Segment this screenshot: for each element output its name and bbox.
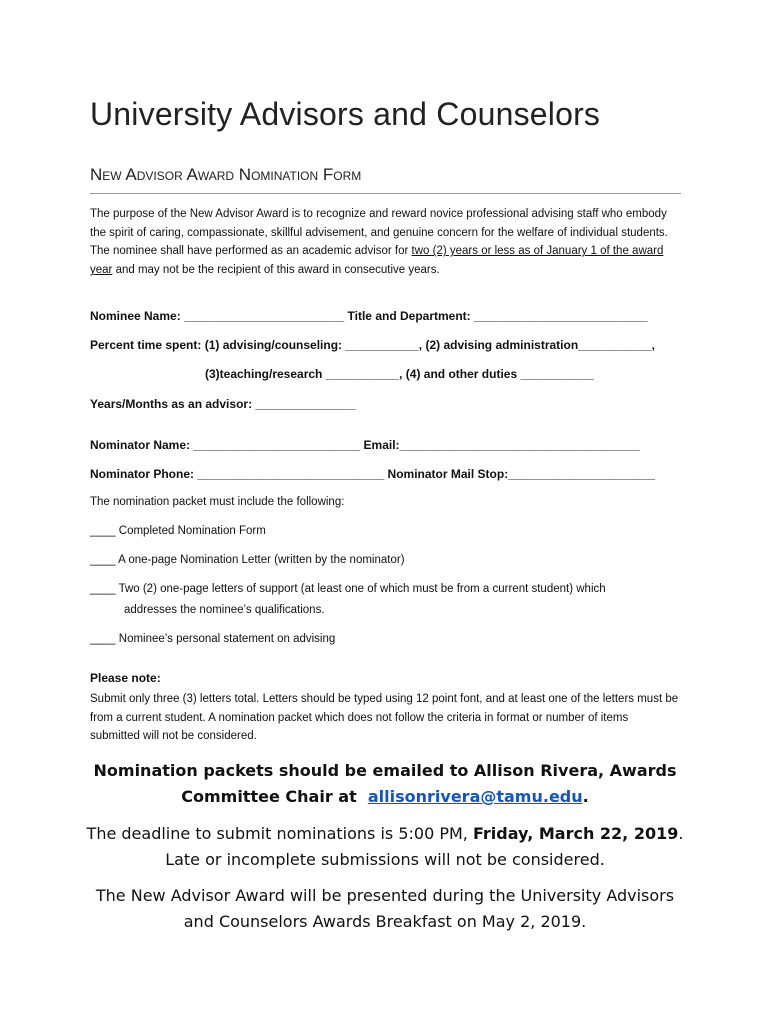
page-title: University Advisors and Counselors xyxy=(90,96,601,132)
percent-time-field-2[interactable]: (3)teaching/research ___________, (4) and other duties ___________ xyxy=(205,367,594,381)
years-months-field[interactable]: Years/Months as an advisor: _______________ xyxy=(90,397,356,411)
purpose-text-start: The purpose of the New Advisor Award is to recognize and reward novice professional advising staff who embody the spirit of caring, compassionate, skillful advisement, and genuine concern for the welfare of individual students. The nominee shall have performed as an academic advisor for xyxy=(90,208,668,258)
percent-time-field-1[interactable]: Percent time spent: (1) advising/counseling: ___________, (2) advising administration___________, xyxy=(90,338,655,352)
award-presentation-statement: The New Advisor Award will be presented during the University Advisors and Counselors Awards Breakfast on May 2, 2019. xyxy=(95,886,675,931)
packet-item-support-continued: addresses the nominee’s qualifications. xyxy=(124,604,325,616)
title-divider xyxy=(90,193,681,194)
packet-item-letter[interactable]: ____ A one-page Nomination Letter (written by the nominator) xyxy=(90,554,405,566)
submission-line-2: Committee Chair at xyxy=(181,787,357,806)
please-note-label: Please note: xyxy=(90,671,161,685)
please-note-text: Submit only three (3) letters total. Letters should be typed using 12 point font, and at least one of the letters must be from a current student. A nomination packet which does not follow the criteria in format or number of items submitted will not be considered. xyxy=(90,693,679,743)
packet-intro: The nomination packet must include the following: xyxy=(90,496,345,508)
purpose-text-end: and may not be the recipient of this award in consecutive years. xyxy=(112,264,440,277)
packet-item-statement[interactable]: ____ Nominee’s personal statement on advising xyxy=(90,633,336,645)
nominator-name-email-field[interactable]: Nominator Name: _________________________ Email:____________________________________ xyxy=(90,438,640,452)
purpose-eligibility-underlined: two (2) years or less as of January 1 of the award year xyxy=(90,245,664,277)
deadline-text-end: . Late or incomplete submissions will not be considered. xyxy=(165,824,684,869)
nominee-name-field[interactable]: Nominee Name: ________________________ Title and Department: __________________________ xyxy=(90,309,648,323)
nominator-phone-mailstop-field[interactable]: Nominator Phone: ____________________________ Nominator Mail Stop:______________________ xyxy=(90,467,656,481)
purpose-paragraph xyxy=(90,205,680,280)
submission-line-1: Nomination packets should be emailed to Allison Rivera, Awards xyxy=(93,761,677,780)
deadline-date: Friday, March 22, 2019 xyxy=(472,824,679,843)
deadline-text-start: The deadline to submit nominations is 5:00 PM, xyxy=(86,824,473,843)
submission-instructions xyxy=(80,758,690,810)
submission-period: . xyxy=(582,787,589,806)
email-link[interactable]: allisonrivera@tamu.edu xyxy=(367,787,583,806)
deadline-statement xyxy=(80,821,690,873)
form-subtitle: New Advisor Award Nomination Form xyxy=(90,165,362,184)
packet-item-support[interactable]: ____ Two (2) one-page letters of support (at least one of which must be from a current student) which xyxy=(90,583,606,595)
packet-item-form[interactable]: ____ Completed Nomination Form xyxy=(90,525,266,537)
